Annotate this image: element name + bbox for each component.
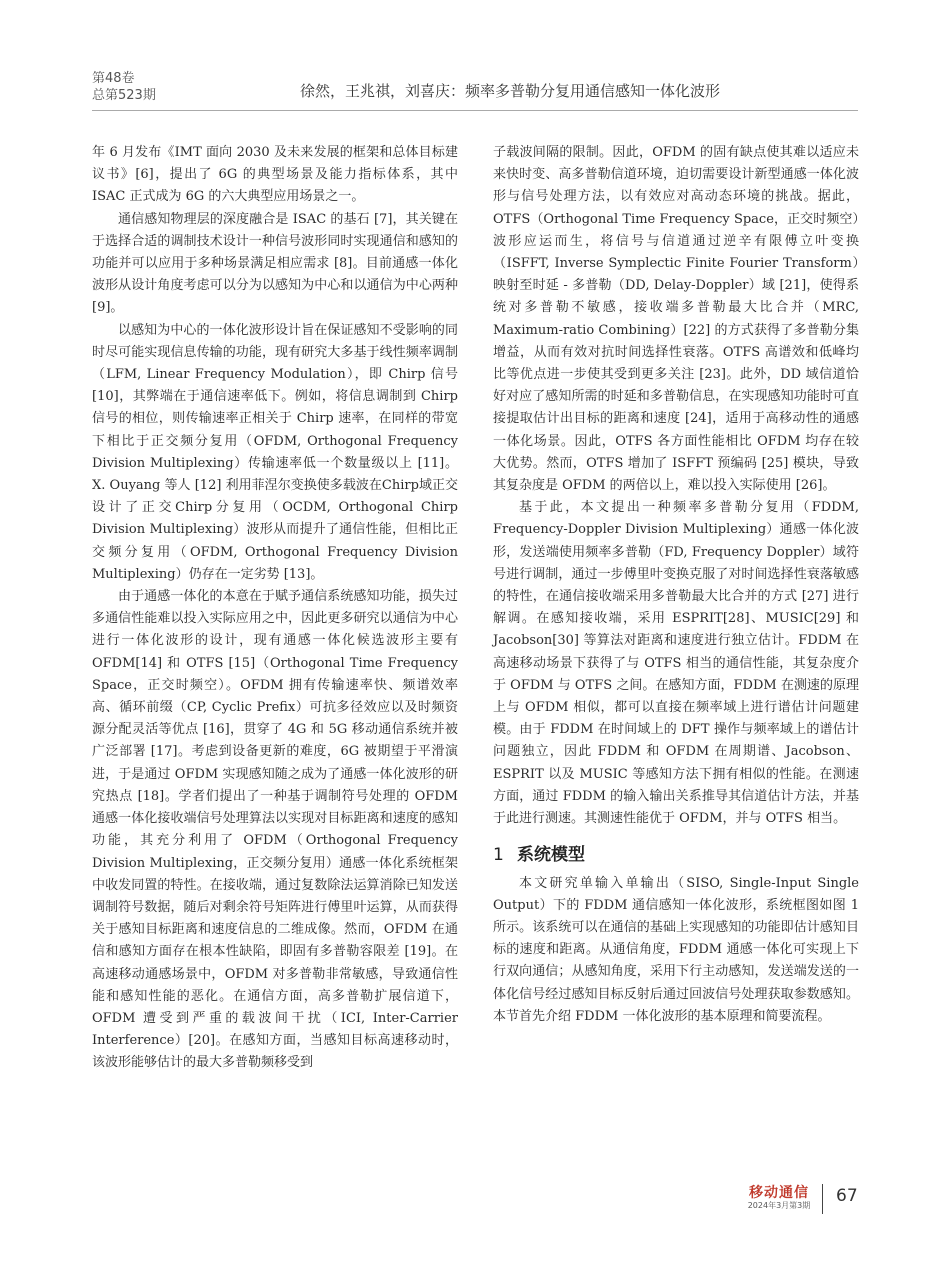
paragraph: 子载波间隔的限制。因此，OFDM 的固有缺点使其难以适应未来快时变、高多普勒信道环境，迫切需要设计新型通感一体化波形与信号处理方法，以有效应对高动态环境的挑战。据此，OTFS（Orthogonal Time Frequency Space，正交时频空）波形应运而生，将信号与信道通过逆辛有限傅立叶变换（ISFFT, Inverse Symplectic Finite Fourier Transform）映射至时延 - 多普勒（DD, Delay-Doppler）域 [21]，使得系统对多普勒不敏感，接收端多普勒最大比合并（MRC, Maximum-ratio Combining）[22] 的方式获得了多普勒分集增益，从而有效对抗时间选择性衰落。OTFS 高谱效和低峰均比等优点进一步使其受到更多关注 [23]。此外，DD 域信道恰好对应了感知所需的时延和多普勒信息，在实现感知功能时可直接提取估计出目标的距离和速度 [24]，适用于高移动性的通感一体化场景。因此，OTFS 各方面性能相比 OFDM 均存在较大优势。然而，OTFS 增加了 ISFFT 预编码 [25] 模块，导致其复杂度是 OFDM 的两倍以上，难以投入实际使用 [26]。: [493, 145, 859, 494]
right-column: [493, 142, 859, 1028]
section-heading: [493, 844, 859, 866]
header-rule: [92, 110, 858, 111]
section-number: 1: [493, 845, 504, 866]
left-column: [92, 142, 458, 1075]
paragraph: 以感知为中心的一体化波形设计旨在保证感知不受影响的同时尽可能实现信息传输的功能，现有研究大多基于线性频率调制（LFM, Linear Frequency Modulation），即 Chirp 信号 [10]，其弊端在于通信速率低下。例如，将信息调制到 Chirp 信号的相位，则传输速率正相关于 Chirp 速率，在同样的带宽下相比于正交频分复用（OFDM, Orthogonal Frequency Division Multiplexing）传输速率低一个数量级以上 [11]。X. Ouyang 等人 [12] 利用菲涅尔变换使多载波在Chirp域正交设计了正交Chirp分复用（OCDM, Orthogonal Chirp Division Multiplexing）波形从而提升了通信性能，但相比正交频分复用（OFDM, Orthogonal Frequency Division Multiplexing）仍存在一定劣势 [13]。: [92, 322, 458, 582]
paragraph: 本文研究单输入单输出（SISO, Single-Input Single Output）下的 FDDM 通信感知一体化波形，系统框图如图 1 所示。该系统可以在通信的基础上实现感知的功能即估计感知目标的速度和距离。从通信角度，FDDM 通感一体化可实现上下行双向通信；从感知角度，采用下行主动感知，发送端发送的一体化信号经过感知目标反射后通过回波信号处理获取参数感知。本节首先介绍 FDDM 一体化波形的基本原理和简要流程。: [493, 875, 859, 1024]
journal-logo: [744, 1185, 814, 1211]
volume-number: 第48卷: [92, 71, 135, 86]
page-footer: [0, 1180, 950, 1240]
paragraph: 由于通感一体化的本意在于赋予通信系统感知功能，损失过多通信性能难以投入实际应用之中，因此更多研究以通信为中心进行一体化波形的设计，现有通感一体化候选波形主要有 OFDM[14] 和 OTFS [15]（Orthogonal Time Frequency Space，正交时频空）。OFDM 拥有传输速率快、频谱效率高、循环前缀（CP, Cyclic Prefix）可抗多径效应以及时频资源分配灵活等优点 [16]，贯穿了 4G 和 5G 移动通信系统并被广泛部署 [17]。考虑到设备更新的难度，6G 被期望于平滑演进，于是通过 OFDM 实现感知随之成为了通感一体化波形的研究热点 [18]。学者们提出了一种基于调制符号处理的 OFDM 通感一体化接收端信号处理算法以实现对目标距离和速度的感知功能，其充分利用了 OFDM（Orthogonal Frequency Division Multiplexing，正交频分复用）通感一体化系统框架中收发同置的特性。在接收端，通过复数除法运算消除已知发送调制符号数据，随后对剩余符号矩阵进行傅里叶运算，从而获得关于感知目标距离和速度信息的二维成像。然而，OFDM 在通信和感知方面存在根本性缺陷，即固有多普勒容限差 [19]。在高速移动通感场景中，OFDM 对多普勒非常敏感，导致通信性能和感知性能的恶化。在通信方面，高多普勒扩展信道下，OFDM 遭受到严重的载波间干扰（ICI, Inter-Carrier Interference）[20]。在感知方面，当感知目标高速移动时，该波形能够估计的最大多普勒频移受到: [92, 589, 458, 1071]
journal-issue: 2024年3月第3期: [747, 1201, 811, 1210]
paragraph: 年 6 月发布《IMT 面向 2030 及未来发展的框架和总体目标建议书》[6]，提出了 6G 的典型场景及能力指标体系，其中 ISAC 正式成为 6G 的六大典型应用场景之一。: [92, 145, 458, 205]
section-title: 系统模型: [517, 845, 585, 866]
paragraph: 通信感知物理层的深度融合是 ISAC 的基石 [7]，其关键在于选择合适的调制技术设计一种信号波形同时实现通信和感知的功能并可以应用于多种场景满足相应需求 [8]。目前通感一体化波形从设计角度考虑可以分为以感知为中心和以通信为中心两种 [9]。: [92, 211, 458, 316]
footer-separator: [822, 1184, 823, 1214]
page-number: 67: [836, 1186, 858, 1206]
journal-name: 移动通信: [749, 1185, 809, 1201]
paragraph: 基于此，本文提出一种频率多普勒分复用（FDDM, Frequency-Doppler Division Multiplexing）通感一体化波形，发送端使用频率多普勒（FD, Frequency Doppler）域符号进行调制，通过一步傅里叶变换克服了对时间选择性衰落敏感的特性，在通信接收端采用多普勒最大比合并的方式 [27] 进行解调。在感知接收端，采用 ESPRIT[28]、MUSIC[29] 和 Jacobson[30] 等算法对距离和速度进行独立估计。FDDM 在高速移动场景下获得了与 OTFS 相当的通信性能，其复杂度介于 OFDM 与 OTFS 之间。在感知方面，FDDM 在测速的原理上与 OFDM 相似，都可以直接在频率域上进行谱估计问题建模。由于 FDDM 在时间域上的 DFT 操作与频率域上的谱估计问题独立，因此 FDDM 和 OFDM 在周期谱、Jacobson、ESPRIT 以及 MUSIC 等感知方法下拥有相似的性能。在测速方面，通过 FDDM 的输入输出关系推导其信道估计方法，并基于此进行测速。其测速性能优于 OFDM，并与 OTFS 相当。: [493, 500, 859, 827]
issue-total: 总第523期: [92, 88, 156, 103]
volume-info: [92, 70, 156, 104]
page-header: [0, 0, 950, 120]
running-title: 徐然，王兆祺，刘喜庆：频率多普勒分复用通信感知一体化波形: [300, 82, 721, 100]
